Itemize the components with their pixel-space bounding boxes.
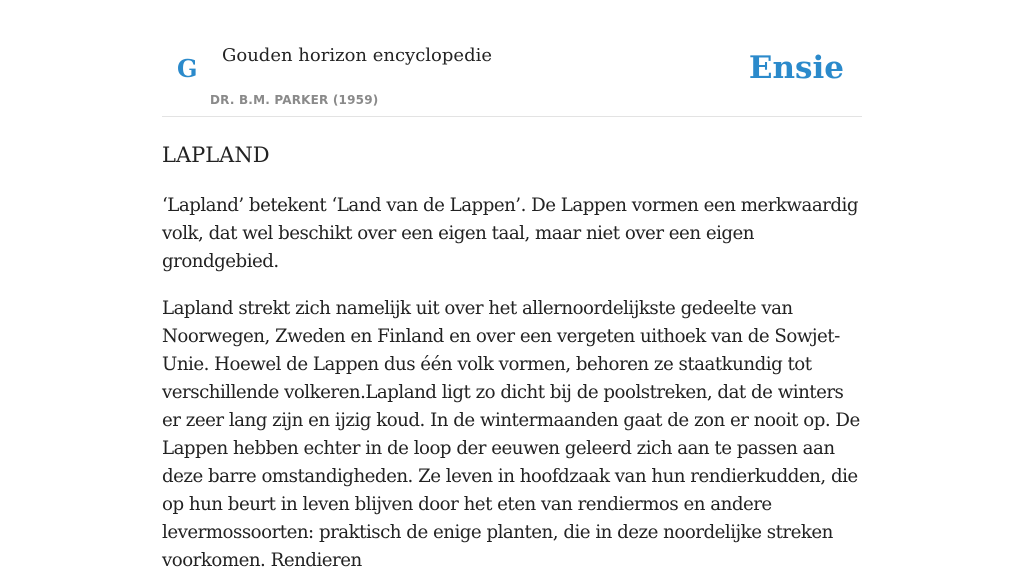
article-title: LAPLAND — [162, 143, 270, 167]
header — [162, 0, 862, 117]
book-title[interactable]: Gouden horizon encyclopedie — [222, 45, 492, 66]
ensie-logo[interactable]: Ensie — [748, 50, 844, 86]
article-paragraph: ‘Lapland’ betekent ‘Land van de Lappen’. De Lappen vormen een merkwaardig volk, dat wel beschikt over een eigen taal, maar niet over een eigen grondgebied. — [162, 195, 858, 272]
article — [162, 140, 862, 575]
article-paragraph: Lapland strekt zich namelijk uit over het allernoordelijkste gedeelte van Noorwegen, Zweden en Finland en over een vergeten uithoek van de Sowjet-Unie. Hoewel de Lappen dus één volk vormen, behoren ze staatkundig tot verschillende volkeren.Lapland ligt zo dicht bij de poolstreken, dat de winters er zeer lang zijn en ijzig koud. In de wintermaanden gaat de zon er nooit op. De Lappen hebben echter in de loop der eeuwen geleerd zich aan te passen aan deze barre omstandigheden. Ze leven in hoofdzaak van hun rendierkudden, die op hun beurt in leven blijven door het eten van rendiermos en andere levermossoorten: praktisch de enige planten, die in deze noordelijke streken voorkomen. Rendieren — [162, 298, 860, 571]
book-logo-icon[interactable]: G — [177, 54, 198, 83]
author-byline: DR. B.M. PARKER (1959) — [210, 93, 379, 107]
